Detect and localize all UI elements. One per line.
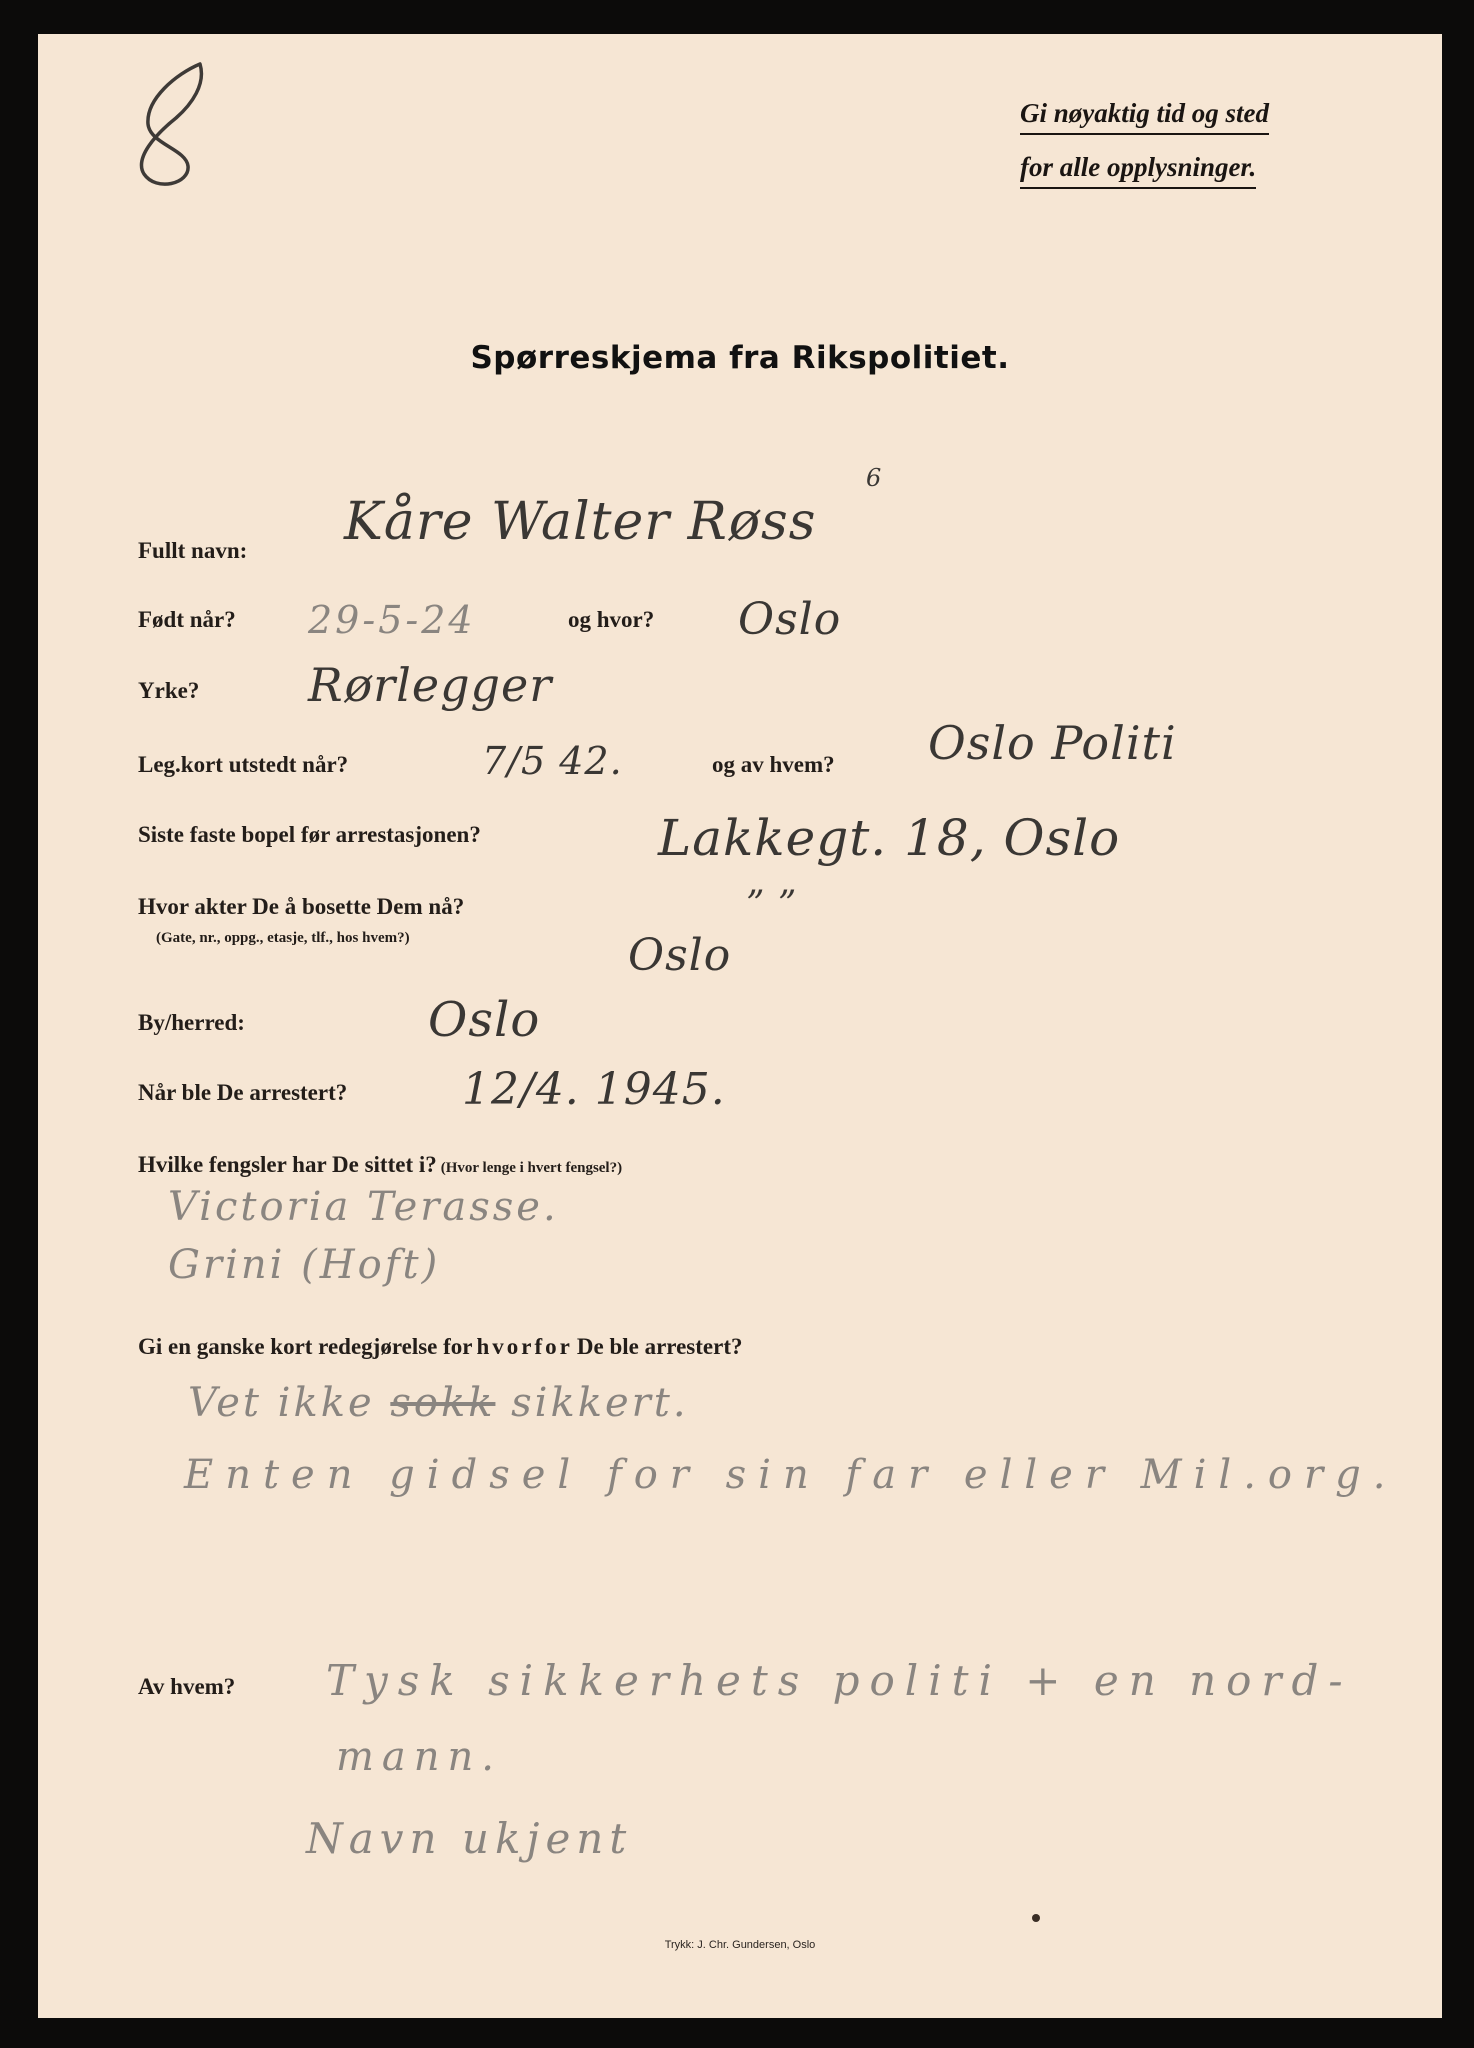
reason-line-1-struck: sokk (390, 1380, 496, 1426)
full-name-value: Kåre Walter Røss (344, 492, 817, 552)
municipality-label: By/herred: (138, 1010, 245, 1035)
reason-line-1 (188, 1380, 689, 1426)
printer-imprint: Trykk: J. Chr. Gundersen, Oslo (664, 1939, 816, 1951)
reason-line-1-start: Vet ikke (188, 1380, 375, 1426)
by-whom-line-2: mann. (336, 1734, 503, 1780)
full-name-superscript: 6 (866, 464, 883, 492)
full-name-label: Fullt navn: (138, 538, 248, 563)
prison-2: Grini (Hoft) (168, 1242, 441, 1288)
new-address-ditto: ” ” (746, 884, 798, 925)
born-where-value: Oslo (738, 594, 842, 645)
reason-question (138, 1334, 743, 1360)
prisons-hint: (Hvor lenge i hvert fengsel?) (440, 1160, 623, 1176)
reason-label-part1: Gi en ganske kort redegjørelse for (138, 1334, 473, 1359)
reason-label-emphasis: hvorfor (476, 1334, 573, 1359)
new-address-value: Oslo (628, 930, 732, 981)
by-whom-label: Av hvem? (138, 1674, 236, 1699)
prison-1: Victoria Terasse. (168, 1184, 559, 1230)
ink-dot (1032, 1914, 1040, 1922)
id-card-when-label: Leg.kort utstedt når? (138, 752, 349, 777)
id-card-by-value: Oslo Politi (928, 716, 1177, 770)
born-where-label: og hvor? (568, 607, 655, 632)
questionnaire-page (38, 34, 1442, 2018)
by-whom-line-1: Tysk sikkerhets politi + en nord- (326, 1656, 1353, 1705)
occupation-label: Yrke? (138, 678, 200, 703)
last-address-label: Siste faste bopel før arrestasjonen? (138, 822, 481, 847)
arrested-when-value: 12/4. 1945. (462, 1064, 726, 1115)
born-when-label: Født når? (138, 607, 236, 632)
handwritten-8-mark (116, 54, 226, 194)
by-whom-line-3: Navn ukjent (306, 1814, 633, 1863)
arrested-when-label: Når ble De arrestert? (138, 1080, 348, 1105)
id-card-by-label: og av hvem? (712, 752, 835, 777)
prisons-label: Hvilke fengsler har De sittet i? (138, 1152, 437, 1177)
reason-line-2: Enten gidsel for sin far eller Mil.org. (184, 1452, 1398, 1498)
form-title: Spørreskjema fra Rikspolitiet. (470, 340, 1010, 376)
new-address-label: Hvor akter De å bosette Dem nå? (138, 894, 465, 919)
reason-line-1-end: sikkert. (511, 1380, 689, 1426)
reason-label-part2: De ble arrestert? (576, 1334, 743, 1359)
occupation-value: Rørlegger (308, 658, 553, 712)
id-card-when-value: 7/5 42. (482, 739, 623, 783)
last-address-value: Lakkegt. 18, Oslo (658, 809, 1121, 867)
instruction-line-1: Gi nøyaktig tid og sted (1020, 98, 1269, 135)
prisons-question (138, 1152, 622, 1178)
municipality-value: Oslo (428, 992, 541, 1048)
new-address-hint: (Gate, nr., oppg., etasje, tlf., hos hvem?) (156, 930, 410, 946)
instruction-line-2: for alle opplysninger. (1020, 152, 1256, 189)
born-when-value: 29-5-24 (308, 598, 476, 642)
